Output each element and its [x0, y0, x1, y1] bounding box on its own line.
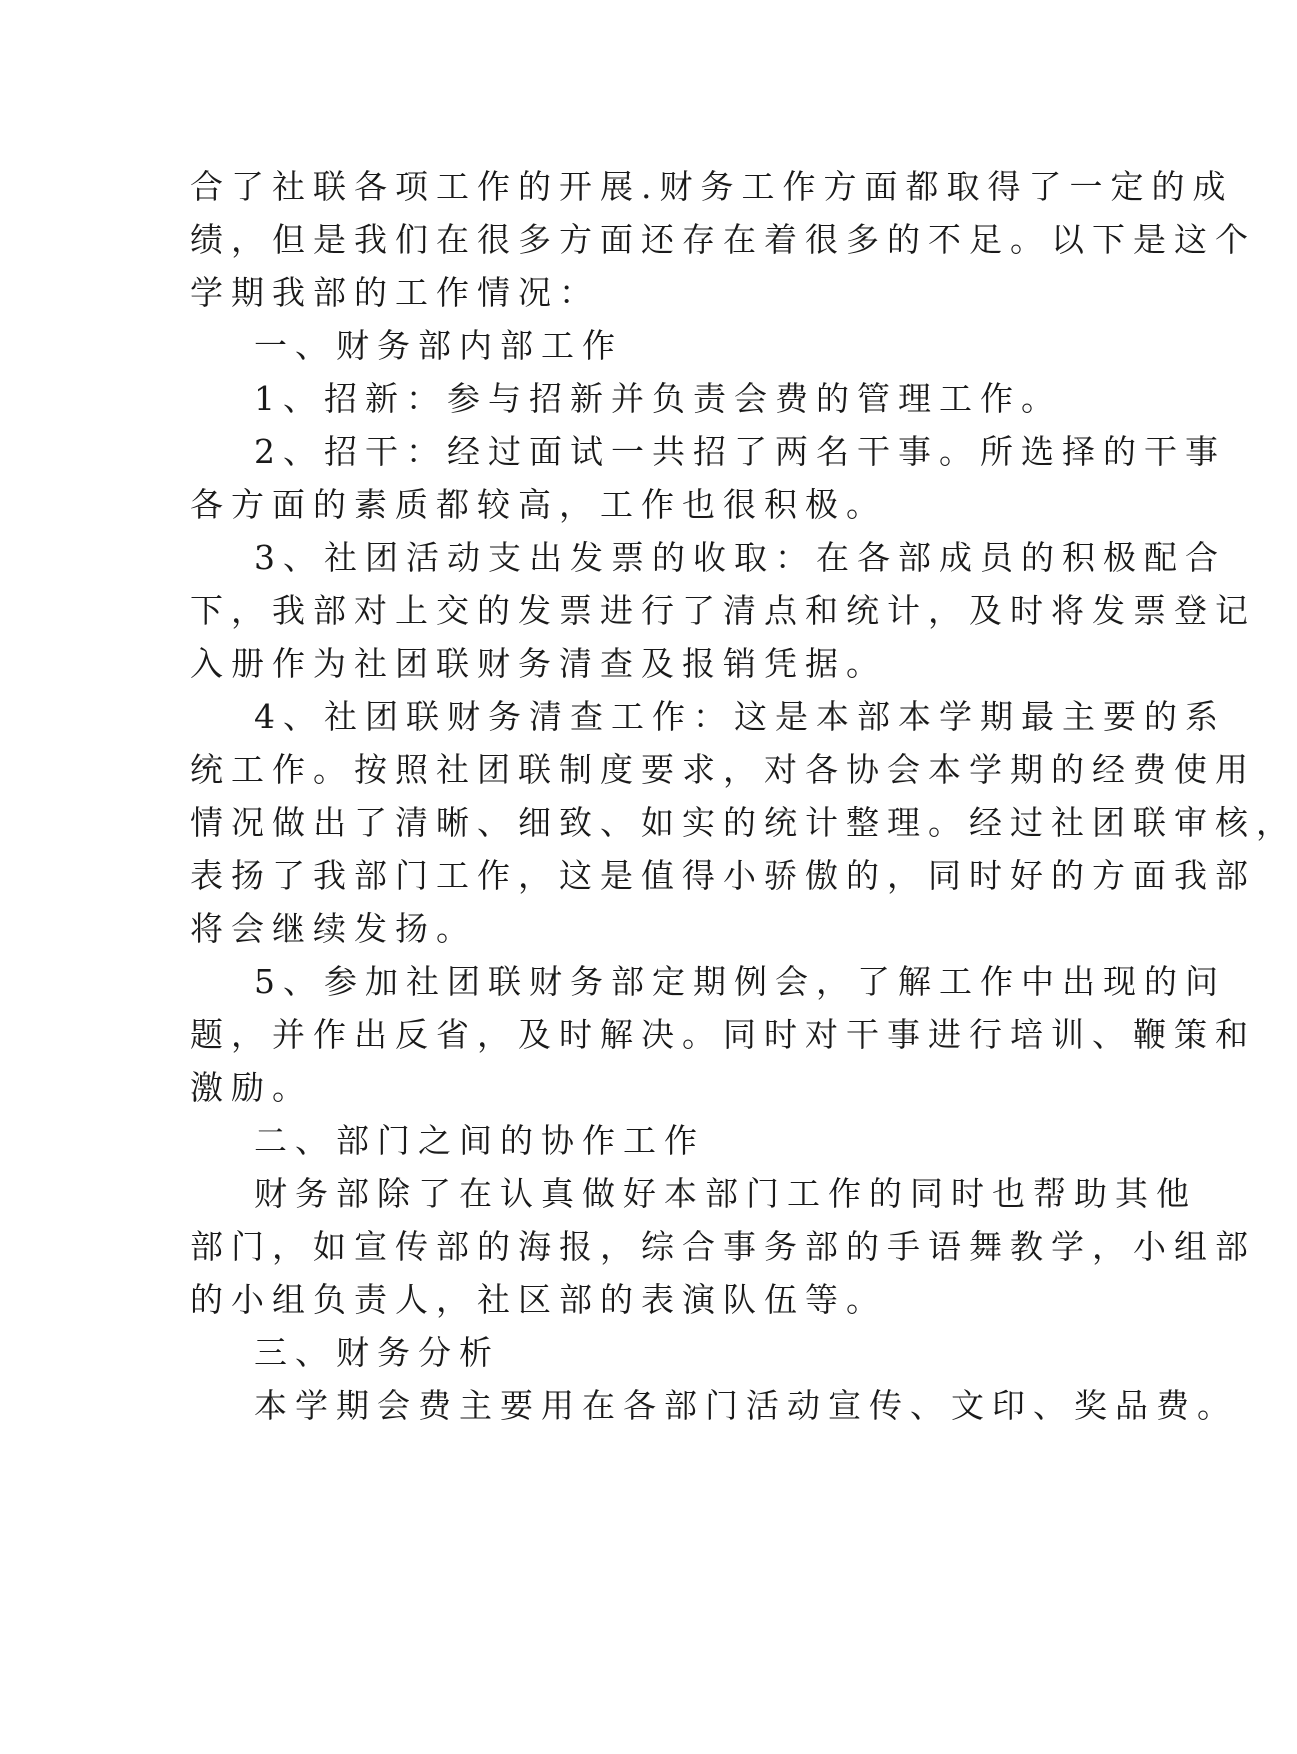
text-line: 绩，但是我们在很多方面还存在着很多的不足。以下是这个: [190, 220, 1256, 259]
text-line: 情况做出了清晰、细致、如实的统计整理。经过社团联审核，: [190, 803, 1297, 842]
text-line: 入册作为社团联财务清查及报销凭据。: [190, 644, 887, 683]
text-line: 表扬了我部门工作，这是值得小骄傲的，同时好的方面我部: [190, 856, 1256, 895]
text-line: 本学期会费主要用在各部门活动宣传、文印、奖品费。: [254, 1386, 1238, 1425]
text-line: 统工作。按照社团联制度要求，对各协会本学期的经费使用: [190, 750, 1256, 789]
section-heading: 三、财务分析: [254, 1333, 500, 1372]
text-line: 5、参加社团联财务部定期例会，了解工作中出现的问: [254, 962, 1226, 1001]
text-line: 3、社团活动支出发票的收取：在各部成员的积极配合: [254, 538, 1226, 577]
text-line: 下，我部对上交的发票进行了清点和统计，及时将发票登记: [190, 591, 1256, 630]
text-line: 各方面的素质都较高，工作也很积极。: [190, 485, 887, 524]
text-line: 学期我部的工作情况：: [190, 273, 600, 312]
text-line: 题，并作出反省，及时解决。同时对干事进行培训、鞭策和: [190, 1015, 1256, 1054]
section-heading: 一、财务部内部工作: [254, 326, 623, 365]
text-line: 4、社团联财务清查工作：这是本部本学期最主要的系: [254, 697, 1226, 736]
text-line: 的小组负责人，社区部的表演队伍等。: [190, 1280, 887, 1319]
text-line: 财务部除了在认真做好本部门工作的同时也帮助其他: [254, 1174, 1197, 1213]
text-line: 1、招新：参与招新并负责会费的管理工作。: [254, 379, 1062, 418]
text-line: 2、招干：经过面试一共招了两名干事。所选择的干事: [254, 432, 1226, 471]
text-line: 合了社联各项工作的开展.财务工作方面都取得了一定的成: [190, 167, 1234, 206]
text-line: 将会继续发扬。: [190, 909, 477, 948]
text-line: 部门，如宣传部的海报，综合事务部的手语舞教学，小组部: [190, 1227, 1256, 1266]
text-line: 激励。: [190, 1068, 313, 1107]
section-heading: 二、部门之间的协作工作: [254, 1121, 705, 1160]
